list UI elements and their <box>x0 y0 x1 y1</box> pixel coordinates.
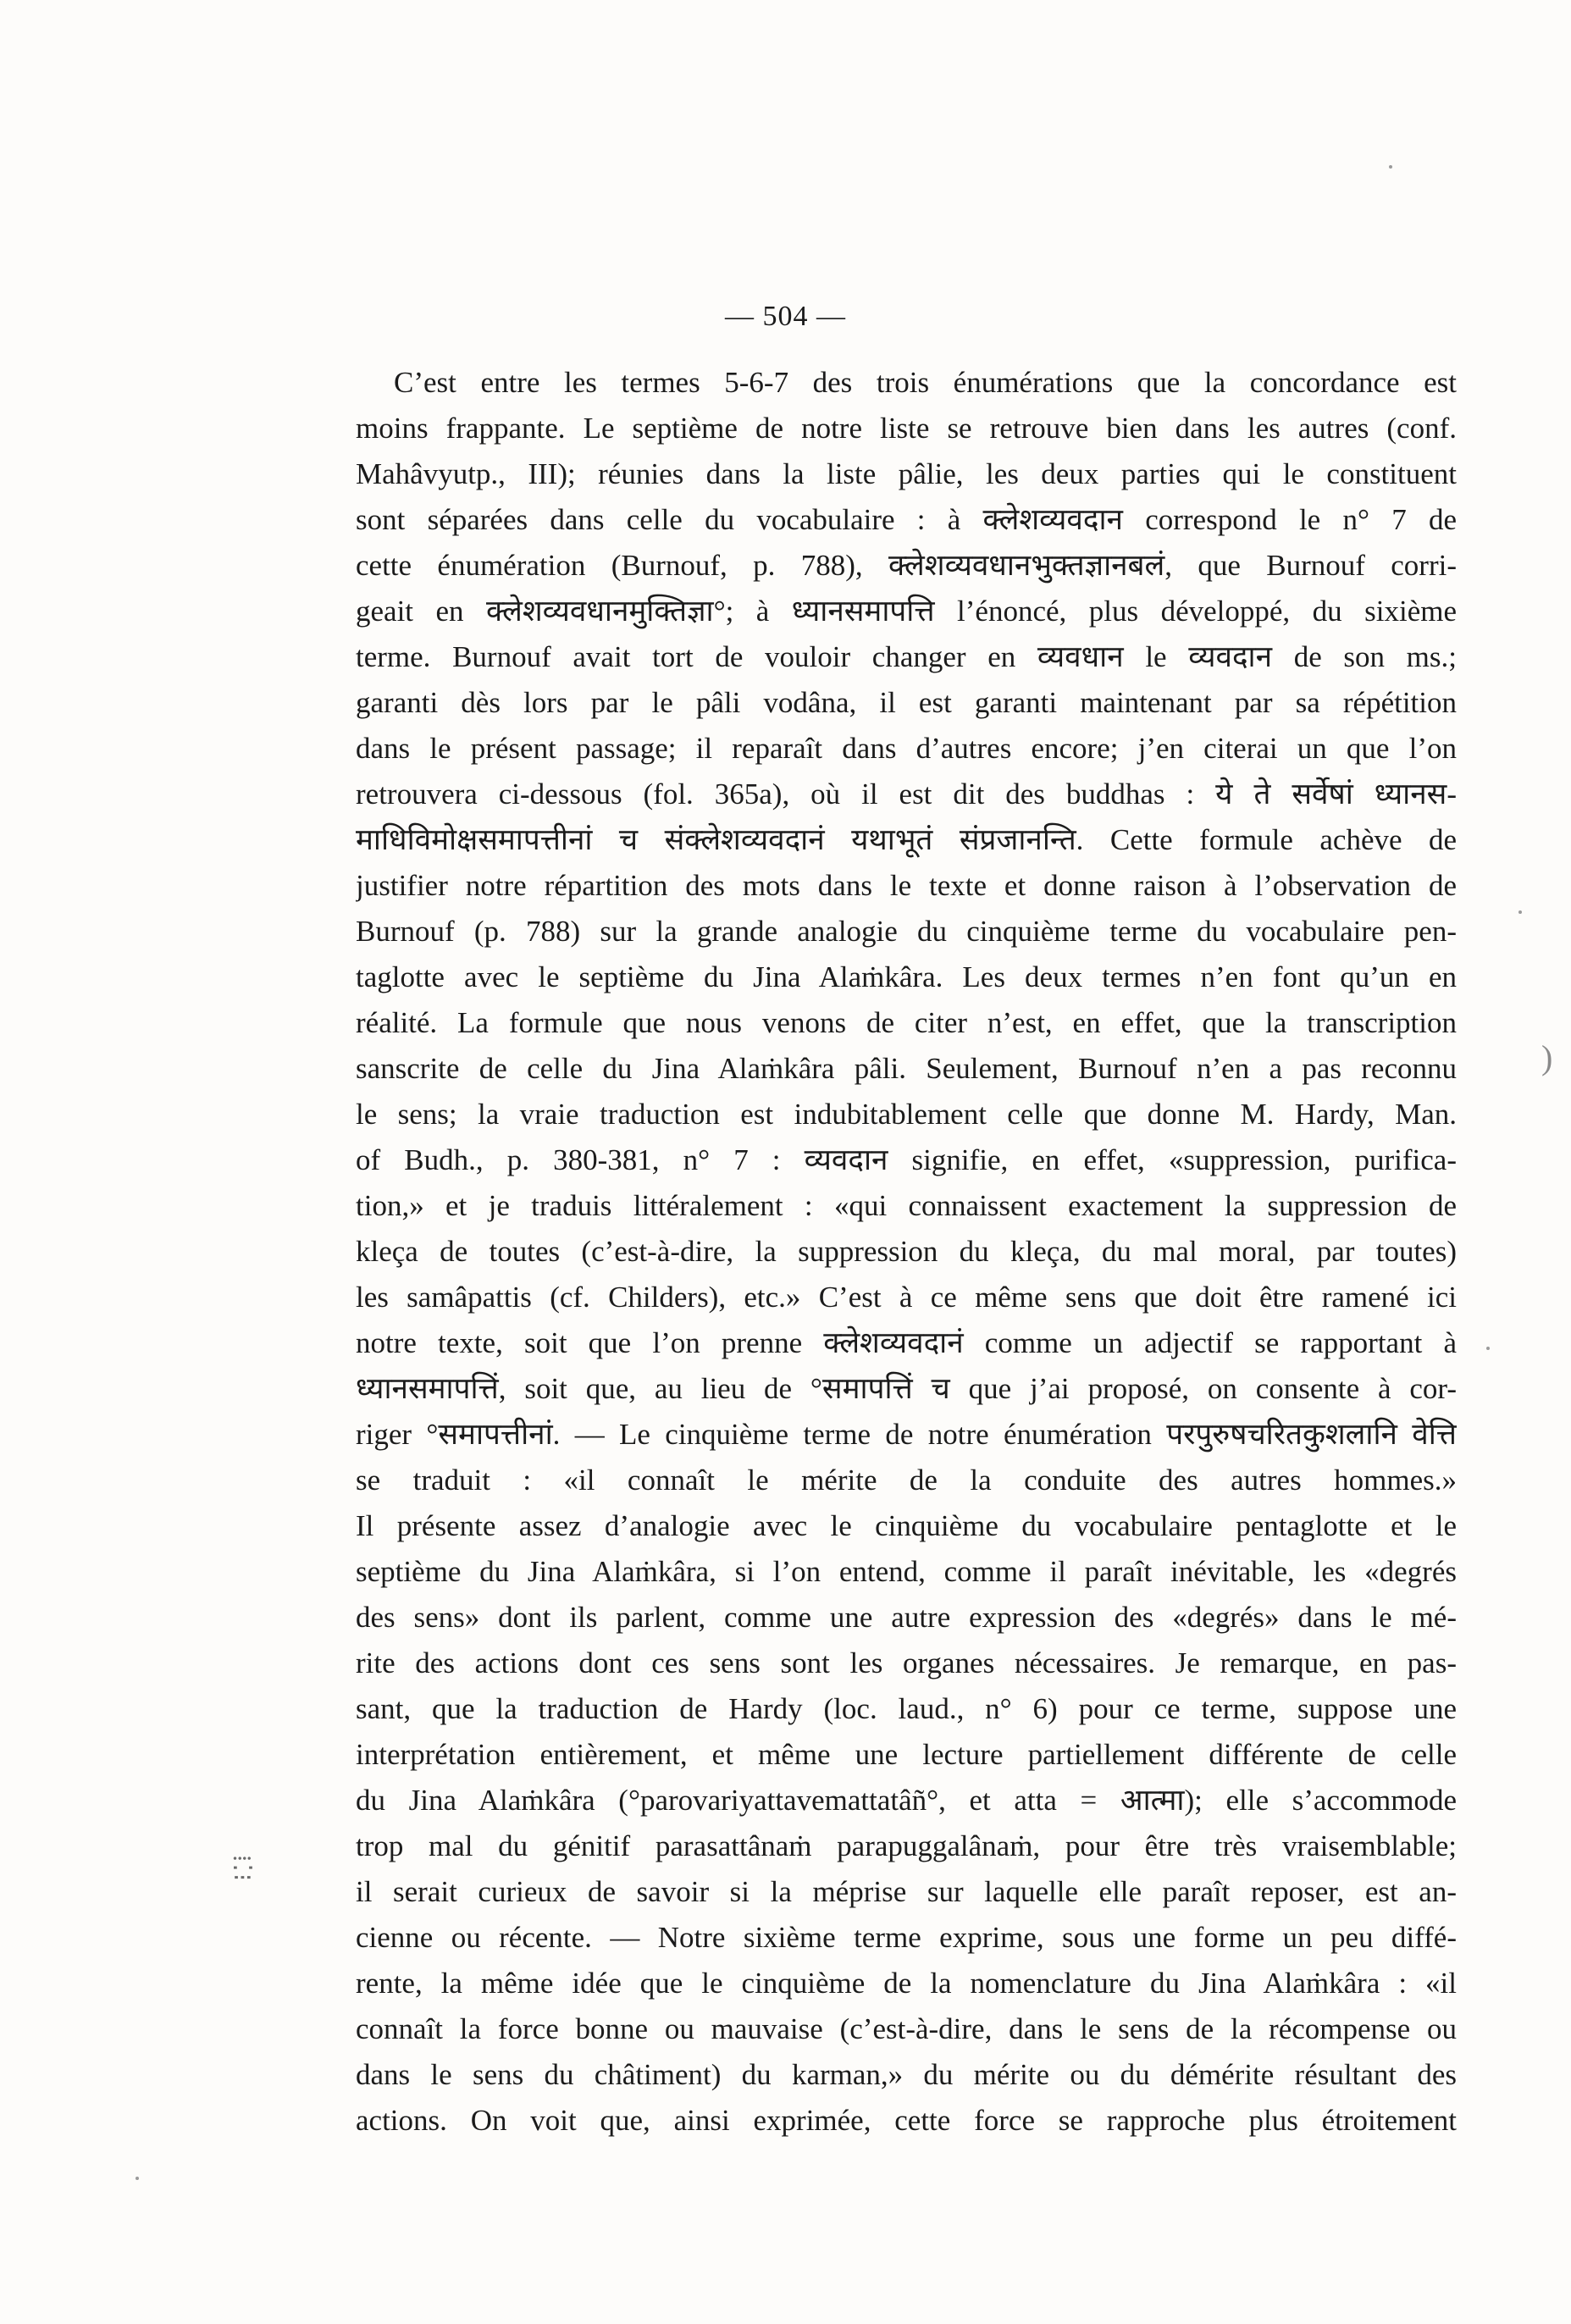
text-line: ध्यानसमापत्तिं, soit que, au lieu de °समापत्तिं च que j’ai proposé, on consente à cor- <box>356 1372 1457 1405</box>
text-line: taglotte avec le septième du Jina Alaṁkâra. Les deux termes n’en font qu’un en <box>356 960 1457 993</box>
text-line: Mahâvyutp., III); réunies dans la liste pâlie, les deux parties qui le constituent <box>356 457 1457 490</box>
body-text <box>356 360 1457 2144</box>
text-line: du Jina Alaṁkâra (°parovariyattavemattatâñ°, et atta = आत्मा); elle s’accommode <box>356 1784 1457 1817</box>
scan-speck <box>136 2177 139 2180</box>
text-line: geait en क्लेशव्यवधानमुक्तिज्ञा°; à ध्यानसमापत्ति l’énoncé, plus développé, du sixième <box>356 595 1457 628</box>
text-line: sont séparées dans celle du vocabulaire : à क्लेशव्यवदान correspond le n° 7 de <box>356 503 1457 536</box>
text-line: riger °समापत्तीनां. — Le cinquième terme de notre énumération परपुरुषचरितकुशलानि वेत्ति <box>356 1418 1457 1451</box>
text-line: dans le sens du châtiment) du karman,» du mérite ou du démérite résultant des <box>356 2058 1457 2091</box>
text-line: cienne ou récente. — Notre sixième terme exprime, sous une forme un peu diffé- <box>356 1921 1457 1954</box>
text-line: sanscrite de celle du Jina Alaṁkâra pâli. Seulement, Burnouf n’en a pas reconnu <box>356 1052 1457 1085</box>
text-line: se traduit : «il connaît le mérite de la conduite des autres hommes.» <box>356 1464 1457 1497</box>
text-line: terme. Burnouf avait tort de vouloir changer en व्यवधान le व्यवदान de son ms.; <box>356 640 1457 673</box>
text-line: connaît la force bonne ou mauvaise (c’est-à-dire, dans le sens de la récompense ou <box>356 2012 1457 2045</box>
text-line: dans le présent passage; il reparaît dans d’autres encore; j’en citerai un que l’on <box>356 732 1457 765</box>
text-line: Il présente assez d’analogie avec le cinquième du vocabulaire pentaglotte et le <box>356 1509 1457 1542</box>
text-line: tion,» et je traduis littéralement : «qui connaissent exactement la suppression de <box>356 1189 1457 1222</box>
text-line: notre texte, soit que l’on prenne क्लेशव्यवदानं comme un adjectif se rapportant à <box>356 1326 1457 1359</box>
text-line: rente, la même idée que le cinquième de la nomenclature du Jina Alaṁkâra : «il <box>356 1967 1457 2000</box>
text-line: sant, que la traduction de Hardy (loc. laud., n° 6) pour ce terme, suppose une <box>356 1692 1457 1725</box>
text-line: kleça de toutes (c’est-à-dire, la suppression du kleça, du mal moral, par toutes) <box>356 1235 1457 1268</box>
text-line: interprétation entièrement, et même une lecture partiellement différente de celle <box>356 1738 1457 1771</box>
text-line: septième du Jina Alaṁkâra, si l’on entend, comme il paraît inévitable, les «degrés <box>356 1555 1457 1588</box>
text-line: il serait curieux de savoir si la méprise sur laquelle elle paraît reposer, est an- <box>356 1875 1457 1908</box>
text-line: cette énumération (Burnouf, p. 788), क्लेशव्यवधानभुक्तज्ञानबलं, que Burnouf corri- <box>356 549 1457 582</box>
text-line: Burnouf (p. 788) sur la grande analogie du cinquième terme du vocabulaire pen- <box>356 915 1457 948</box>
margin-scribble-mark: ⁞⁚⁝ <box>228 1855 256 1884</box>
scan-speck <box>1486 1347 1490 1350</box>
text-line: of Budh., p. 380-381, n° 7 : व्यवदान signifie, en effet, «suppression, purifica- <box>356 1143 1457 1176</box>
text-line: le sens; la vraie traduction est indubitablement celle que donne M. Hardy, Man. <box>356 1098 1457 1131</box>
text-line: les samâpattis (cf. Childers), etc.» C’est à ce même sens que doit être ramené ici <box>356 1281 1457 1314</box>
text-line: actions. On voit que, ainsi exprimée, cette force se rapproche plus étroitement <box>356 2104 1457 2137</box>
scan-speck <box>1518 910 1522 914</box>
text-line: trop mal du génitif parasattânaṁ parapuggalânaṁ, pour être très vraisemblable; <box>356 1829 1457 1862</box>
text-line: retrouvera ci-dessous (fol. 365a), où il est dit des buddhas : ये ते सर्वेषां ध्यानस- <box>356 777 1457 811</box>
text-line: justifier notre répartition des mots dans le texte et donne raison à l’observation de <box>356 869 1457 902</box>
scan-speck <box>1389 165 1392 169</box>
text-line: réalité. La formule que nous venons de citer n’est, en effet, que la transcription <box>356 1006 1457 1039</box>
page-number: — 504 — <box>725 301 846 332</box>
text-line: des sens» dont ils parlent, comme une autre expression des «degrés» dans le mé- <box>356 1601 1457 1634</box>
text-line: C’est entre les termes 5-6-7 des trois énumérations que la concordance est <box>394 366 1457 399</box>
text-line: माधिविमोक्षसमापत्तीनां च संक्लेशव्यवदानं यथाभूतं संप्रजानन्ति. Cette formule achève de <box>356 823 1457 856</box>
text-line: garanti dès lors par le pâli vodâna, il est garanti maintenant par sa répétition <box>356 686 1457 719</box>
text-line: rite des actions dont ces sens sont les organes nécessaires. Je remarque, en pas- <box>356 1646 1457 1679</box>
margin-bracket-mark: ) <box>1541 1038 1553 1076</box>
text-line: moins frappante. Le septième de notre liste se retrouve bien dans les autres (conf. <box>356 412 1457 445</box>
